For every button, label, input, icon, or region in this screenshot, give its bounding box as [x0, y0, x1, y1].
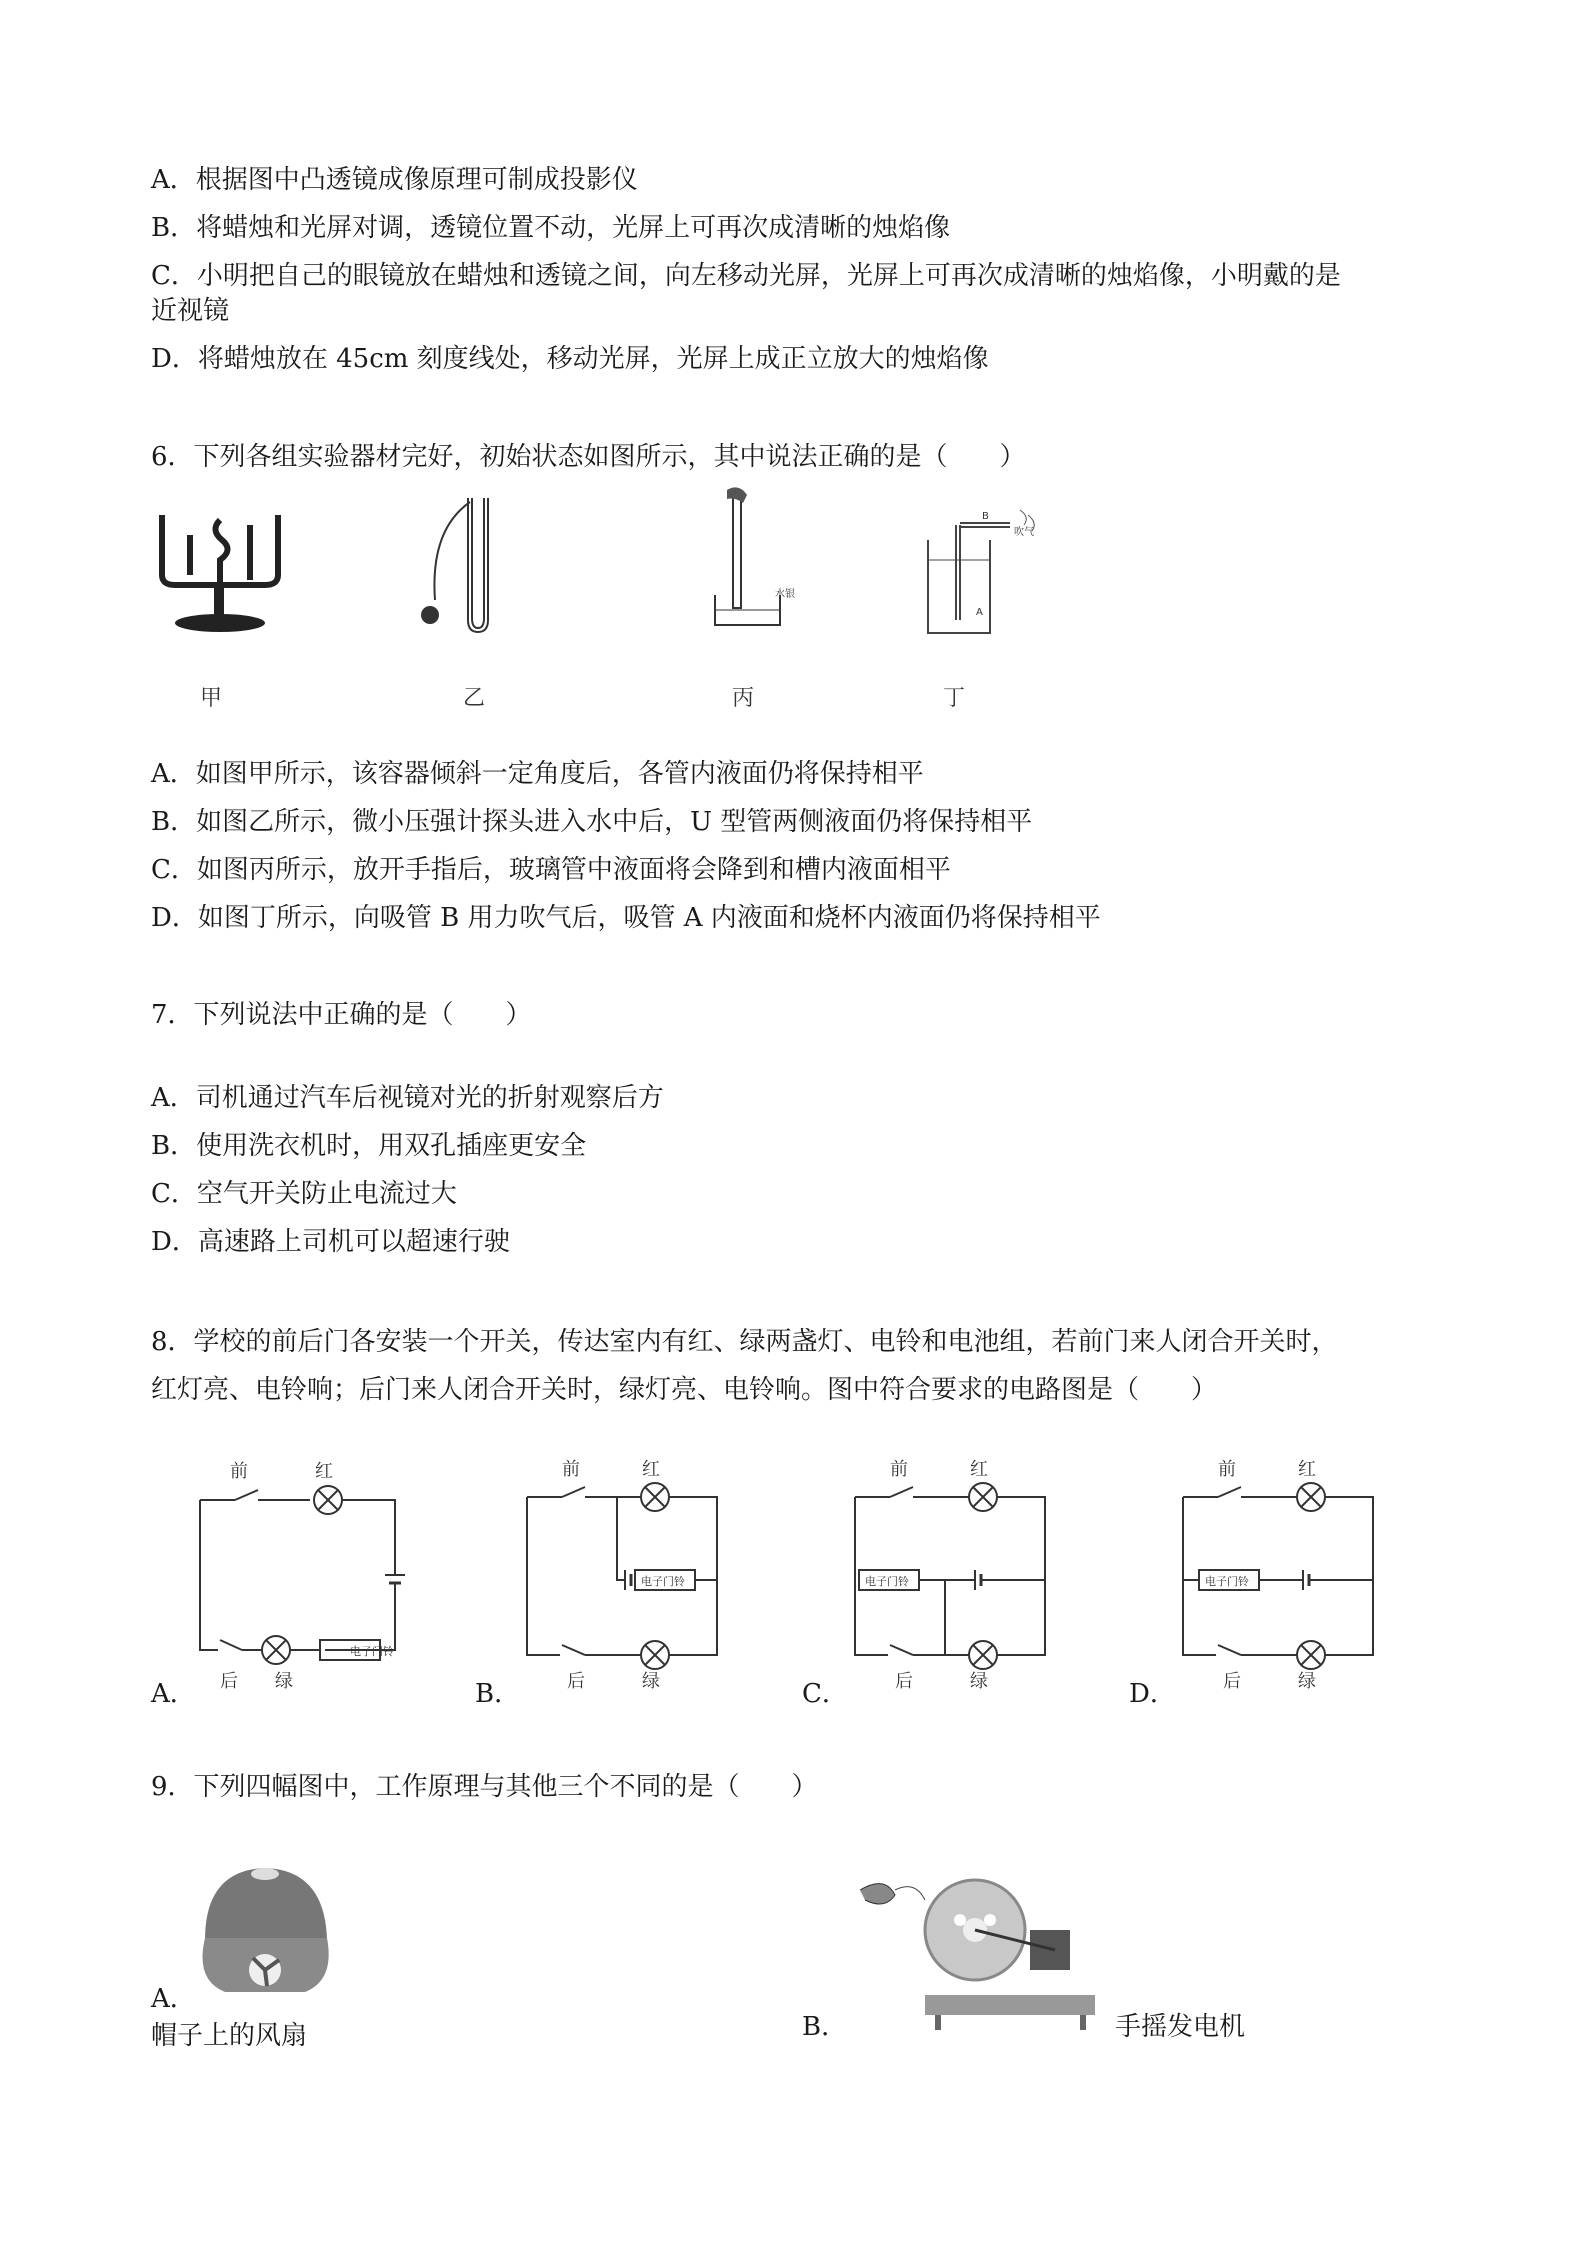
circuit-b-green-label: 绿: [642, 1671, 660, 1692]
q7-option-a: A．司机通过汽车后视镜对光的折射观察后方: [151, 1083, 664, 1113]
fig-label-ding: 丁: [943, 686, 966, 711]
circuit-b-red-label: 红: [642, 1459, 660, 1480]
circuit-a-red-label: 红: [315, 1461, 333, 1482]
q8-option-b: B．: [475, 1679, 521, 1709]
mercury-label: 水银: [775, 589, 795, 600]
fig-label-jia: 甲: [200, 686, 223, 711]
hand-crank-generator-image: [855, 1870, 1105, 2040]
q5-option-c: C．小明把自己的眼镜放在蜡烛和透镜之间，向左移动光屏，光屏上可再次成清晰的烛焰像，小明戴的是: [151, 261, 1341, 291]
circuit-d-diagram: [1173, 1455, 1383, 1695]
circuit-a-diagram: [190, 1455, 420, 1695]
q6-option-d: D．如图丁所示，向吸管 B 用力吹气后，吸管 A 内液面和烧杯内液面仍将保持相平: [151, 903, 1101, 933]
q7-option-b: B．使用洗衣机时，用双孔插座更安全: [151, 1131, 587, 1161]
q9-option-b-caption: 手摇发电机: [1115, 2012, 1246, 2042]
q9-option-b-label: B．: [802, 2012, 848, 2042]
circuit-a-green-label: 绿: [275, 1671, 293, 1692]
circuit-d-green-label: 绿: [1298, 1671, 1316, 1692]
circuit-b-front-label: 前: [562, 1459, 580, 1480]
straw-a-label: A: [976, 607, 983, 618]
circuit-c-green-label: 绿: [970, 1671, 988, 1692]
q8-option-a: A．: [151, 1679, 196, 1709]
q8-option-c: C．: [802, 1679, 848, 1709]
circuit-c-bell-label: 电子门铃: [865, 1575, 909, 1588]
u-tube-gauge-figure: [410, 490, 500, 640]
q6-option-c: C．如图丙所示，放开手指后，玻璃管中液面将会降到和槽内液面相平: [151, 855, 951, 885]
fig-label-bing: 丙: [732, 686, 755, 711]
q8-option-d: D．: [1129, 1679, 1176, 1709]
circuit-c-diagram: [845, 1455, 1055, 1695]
q9-stem: 9．下列四幅图中，工作原理与其他三个不同的是（ ）: [151, 1772, 818, 1802]
q6-option-b: B．如图乙所示，微小压强计探头进入水中后，U 型管两侧液面仍将保持相平: [151, 807, 1033, 837]
q8-stem-line2: 红灯亮、电铃响；后门来人闭合开关时，绿灯亮、电铃响。图中符合要求的电路图是（ ）: [151, 1375, 1218, 1405]
circuit-a-front-label: 前: [230, 1461, 248, 1482]
straw-b-label: B: [982, 511, 989, 522]
circuit-c-front-label: 前: [890, 1459, 908, 1480]
q7-stem: 7．下列说法中正确的是（ ）: [151, 1000, 532, 1030]
fig-label-yi: 乙: [463, 686, 486, 711]
circuit-a-bell-label: 电子门铃: [350, 1645, 394, 1658]
q7-option-c: C．空气开关防止电流过大: [151, 1179, 457, 1209]
q8-stem-line1: 8．学校的前后门各安装一个开关，传达室内有红、绿两盏灯、电铃和电池组，若前门来人闭合开关时，: [151, 1327, 1338, 1357]
q5-option-a: A．根据图中凸透镜成像原理可制成投影仪: [151, 165, 638, 195]
q5-option-b: B．将蜡烛和光屏对调，透镜位置不动，光屏上可再次成清晰的烛焰像: [151, 213, 951, 243]
circuit-b-back-label: 后: [567, 1671, 585, 1692]
circuit-d-back-label: 后: [1223, 1671, 1241, 1692]
straw-beaker-figure: [920, 505, 1050, 640]
connected-vessels-figure: [150, 505, 290, 635]
q9-option-a-caption: 帽子上的风扇: [151, 2021, 308, 2051]
blow-label: 吹气: [1014, 527, 1034, 538]
circuit-b-diagram: [517, 1455, 727, 1695]
circuit-b-bell-label: 电子门铃: [641, 1575, 685, 1588]
circuit-c-red-label: 红: [970, 1459, 988, 1480]
q7-option-d: D．高速路上司机可以超速行驶: [151, 1227, 510, 1257]
q6-option-a: A．如图甲所示，该容器倾斜一定角度后，各管内液面仍将保持相平: [151, 759, 924, 789]
q6-stem: 6．下列各组实验器材完好，初始状态如图所示，其中说法正确的是（ ）: [151, 442, 1026, 472]
q5-option-d: D．将蜡烛放在 45cm 刻度线处，移动光屏，光屏上成正立放大的烛焰像: [151, 344, 989, 374]
circuit-d-red-label: 红: [1298, 1459, 1316, 1480]
cap-fan-image: [195, 1860, 335, 2000]
torricelli-figure: [705, 485, 815, 635]
circuit-c-back-label: 后: [895, 1671, 913, 1692]
q5-option-c-cont: 近视镜: [151, 296, 230, 326]
circuit-a-back-label: 后: [220, 1671, 238, 1692]
circuit-d-front-label: 前: [1218, 1459, 1236, 1480]
q9-option-a-label: A．: [151, 1984, 196, 2014]
circuit-d-bell-label: 电子门铃: [1205, 1575, 1249, 1588]
